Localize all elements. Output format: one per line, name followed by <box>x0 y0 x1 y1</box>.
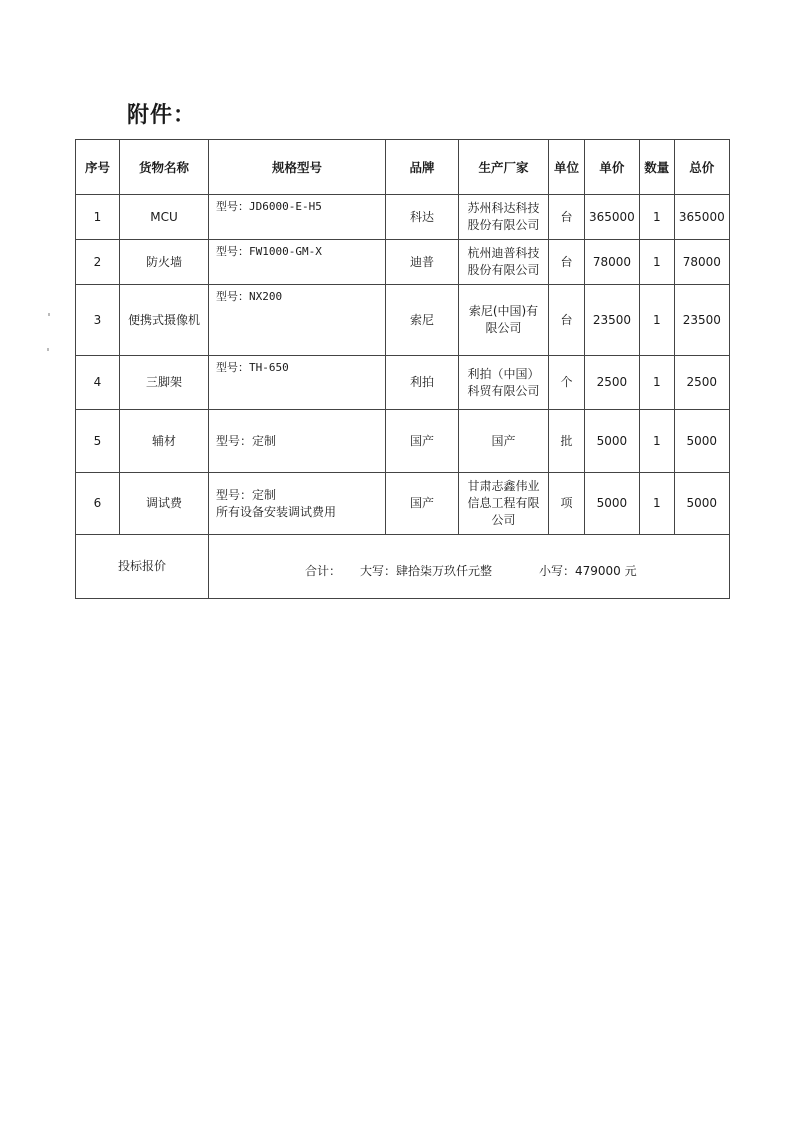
header-spec: 规格型号 <box>209 140 386 195</box>
summary-amounts <box>209 535 730 599</box>
cell-maker: 索尼(中国)有限公司 <box>459 285 549 356</box>
cell-qty: 1 <box>639 240 674 285</box>
cell-name: 便携式摄像机 <box>120 285 209 356</box>
cell-name: 调试费 <box>120 473 209 535</box>
header-name: 货物名称 <box>120 140 209 195</box>
spec-line: 型号：NX200 <box>216 290 283 303</box>
cell-maker: 甘肃志鑫伟业信息工程有限公司 <box>459 473 549 535</box>
cell-total: 5000 <box>674 473 729 535</box>
cell-price: 5000 <box>585 473 640 535</box>
cell-maker: 利拍（中国）科贸有限公司 <box>459 356 549 410</box>
total-label: 合计： <box>305 563 342 578</box>
cell-name: 防火墙 <box>120 240 209 285</box>
cell-no: 3 <box>76 285 120 356</box>
cell-no: 6 <box>76 473 120 535</box>
cell-unit: 批 <box>549 410 585 473</box>
cell-unit: 个 <box>549 356 585 410</box>
cell-brand: 国产 <box>386 473 459 535</box>
table-row <box>76 410 730 473</box>
cell-qty: 1 <box>639 356 674 410</box>
cell-total: 2500 <box>674 356 729 410</box>
cell-qty: 1 <box>639 473 674 535</box>
cell-no: 2 <box>76 240 120 285</box>
cell-no: 1 <box>76 195 120 240</box>
header-qty: 数量 <box>639 140 674 195</box>
header-brand: 品牌 <box>386 140 459 195</box>
cell-total: 365000 <box>674 195 729 240</box>
cell-spec <box>209 240 386 285</box>
cell-price: 5000 <box>585 410 640 473</box>
cell-maker: 杭州迪普科技股份有限公司 <box>459 240 549 285</box>
cell-unit: 项 <box>549 473 585 535</box>
spec-line: 型号：FW1000-GM-X <box>216 245 322 258</box>
spec-line: 型号：JD6000-E-H5 <box>216 200 322 213</box>
cell-price: 78000 <box>585 240 640 285</box>
cell-qty: 1 <box>639 410 674 473</box>
cell-spec <box>209 285 386 356</box>
cell-no: 5 <box>76 410 120 473</box>
scan-speck <box>48 313 50 316</box>
summary-row <box>76 535 730 599</box>
cell-brand: 迪普 <box>386 240 459 285</box>
cell-brand: 国产 <box>386 410 459 473</box>
table-header-row <box>76 140 730 195</box>
cell-unit: 台 <box>549 285 585 356</box>
spec-line: 型号：TH-650 <box>216 361 289 374</box>
cell-brand: 索尼 <box>386 285 459 356</box>
spec-line: 型号：定制 <box>216 433 277 448</box>
capital-amount: 大写：肆拾柒万玖仟元整 <box>360 563 493 578</box>
cell-spec <box>209 195 386 240</box>
cell-brand: 科达 <box>386 195 459 240</box>
header-no: 序号 <box>76 140 120 195</box>
header-maker: 生产厂家 <box>459 140 549 195</box>
table-row <box>76 473 730 535</box>
table-row <box>76 240 730 285</box>
cell-no: 4 <box>76 356 120 410</box>
cell-qty: 1 <box>639 195 674 240</box>
cell-brand: 利拍 <box>386 356 459 410</box>
cell-unit: 台 <box>549 195 585 240</box>
cell-total: 5000 <box>674 410 729 473</box>
table-row <box>76 356 730 410</box>
quote-table <box>75 139 730 599</box>
scan-speck <box>47 348 49 351</box>
cell-unit: 台 <box>549 240 585 285</box>
cell-spec <box>209 356 386 410</box>
header-unit: 单位 <box>549 140 585 195</box>
spec-line: 所有设备安装调试费用 <box>216 504 337 519</box>
page-heading: 附件： <box>127 103 197 128</box>
table-row <box>76 195 730 240</box>
cell-maker: 国产 <box>459 410 549 473</box>
spec-line: 型号：定制 <box>216 487 277 502</box>
summary-label: 投标报价 <box>76 535 209 599</box>
cell-total: 23500 <box>674 285 729 356</box>
small-amount: 小写：479000 元 <box>539 563 637 578</box>
cell-name: 三脚架 <box>120 356 209 410</box>
cell-price: 365000 <box>585 195 640 240</box>
cell-maker: 苏州科达科技股份有限公司 <box>459 195 549 240</box>
cell-spec <box>209 473 386 535</box>
cell-spec <box>209 410 386 473</box>
cell-name: 辅材 <box>120 410 209 473</box>
header-total: 总价 <box>674 140 729 195</box>
cell-price: 23500 <box>585 285 640 356</box>
cell-price: 2500 <box>585 356 640 410</box>
table-row <box>76 285 730 356</box>
cell-name: MCU <box>120 195 209 240</box>
header-price: 单价 <box>585 140 640 195</box>
cell-qty: 1 <box>639 285 674 356</box>
cell-total: 78000 <box>674 240 729 285</box>
